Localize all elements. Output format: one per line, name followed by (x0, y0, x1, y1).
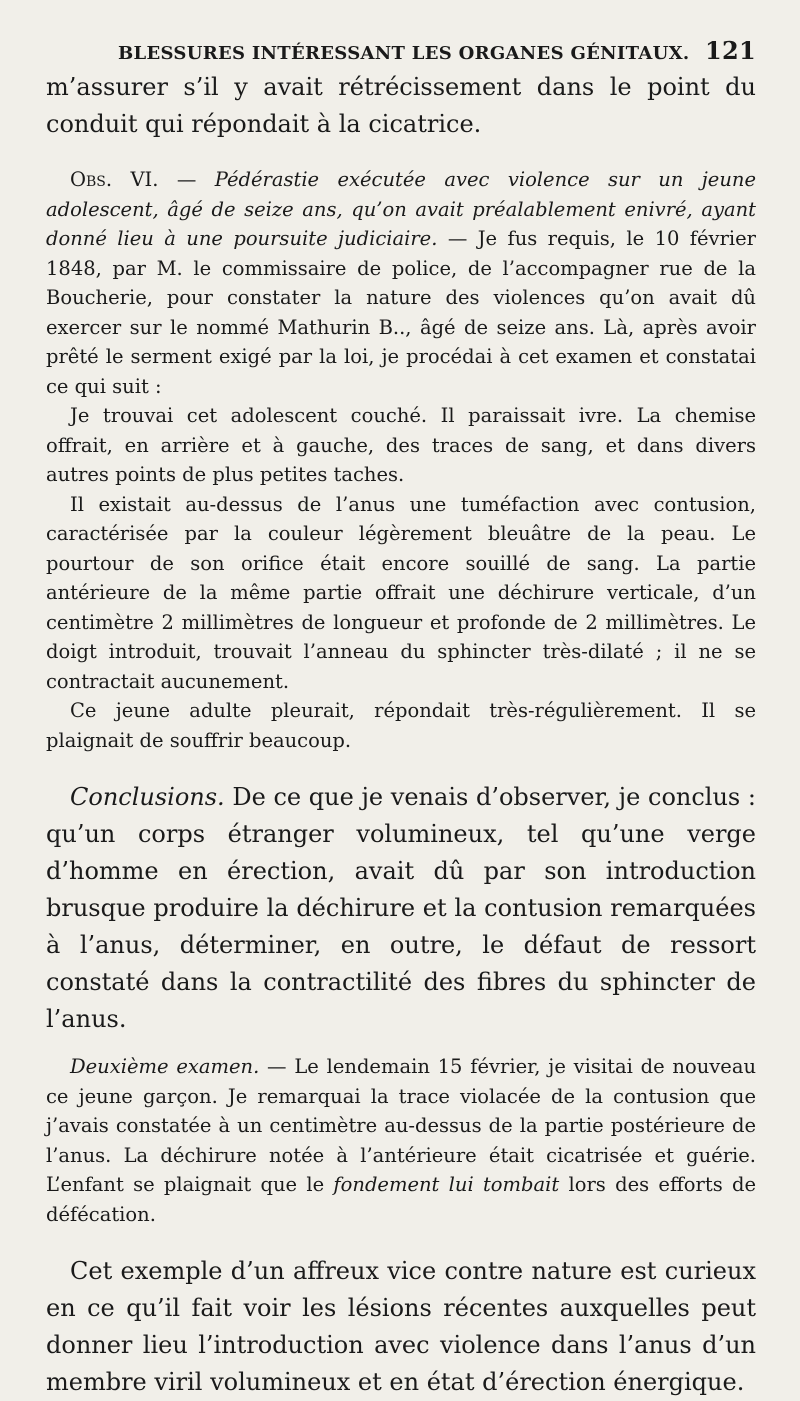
observation-paragraph (46, 165, 756, 401)
observation-text: — Je fus requis, le 10 février 1848, par M. le commissaire de police, de l’accompagner rue de la Boucherie, pour constater la nature des violences qu’on avait dû exercer sur le nommé Mathurin B.., âgé de seize ans. Là, après avoir prêté le serment exigé par la loi, je procédai à cet examen et constatai ce qui suit : (46, 227, 756, 398)
running-title: BLESSURES INTÉRESSANT LES ORGANES GÉNITAUX. (118, 43, 690, 64)
paragraph-findings-3: Ce jeune adulte pleurait, répondait très-régulièrement. Il se plaignait de souffrir beaucoup. (46, 699, 756, 752)
second-exam-text-end: lors des efforts de défécation. (46, 1173, 756, 1226)
second-exam-text: — Le lendemain 15 février, je visitai de nouveau ce jeune garçon. Je remarquai la trace violacée de la contusion que j’avais constatée à un centimètre au-dessus de la partie postérieure de l’anus. La déchirure notée à l’antérieure était cicatrisée et guérie. L’enfant se plaignait que le (46, 1055, 757, 1196)
conclusions-label: Conclusions. (70, 783, 225, 811)
conclusions-paragraph (46, 779, 756, 1038)
second-exam-label: Deuxième examen. (70, 1055, 260, 1078)
observation-title: Pédérastie exécutée avec violence sur un jeune adolescent, âgé de seize ans, qu’on avait préalablement enivré, ayant donné lieu à une poursuite judiciaire. (46, 168, 757, 250)
paragraph-findings-1: Je trouvai cet adolescent couché. Il paraissait ivre. La chemise offrait, en arrière et à gauche, des traces de sang, et dans divers autres points de plus petites taches. (46, 404, 756, 486)
second-exam-italic: fondement lui tombait (333, 1173, 560, 1196)
paragraph-findings-2: Il existait au-dessus de l’anus une tuméfaction avec contusion, caractérisée par la couleur légèrement bleuâtre de la peau. Le pourtour de son orifice était encore souillé de sang. La partie antérieure de la même partie offrait une déchirure verticale, d’un centimètre 2 millimètres de longueur et profonde de 2 millimètres. Le doigt introduit, trouvait l’anneau du sphincter très-dilaté ; il ne se contractait aucunement. (46, 492, 756, 693)
second-exam-paragraph (46, 1052, 756, 1229)
observation-label: Obs. VI. — (70, 168, 197, 191)
conclusions-text: De ce que je venais d’observer, je conclus : qu’un corps étranger volumineux, tel qu’une verge d’homme en érection, avait dû par son introduction brusque produire la déchirure et la contusion remarquées à l’anus, déterminer, en outre, le défaut de ressort constaté dans la contractilité des fibres du sphincter de l’anus. (46, 783, 756, 1033)
final-paragraph: Cet exemple d’un affreux vice contre nature est curieux en ce qu’il fait voir les lésions récentes auxquelles peut donner lieu l’introduction avec violence dans l’anus d’un membre viril volumineux et en état d’érection énergique. (46, 1257, 756, 1396)
paragraph-continuation: m’assurer s’il y avait rétrécissement dans le point du conduit qui répondait à la cicatrice. (46, 73, 756, 138)
page-number: 121 (705, 36, 756, 65)
running-header (46, 36, 756, 65)
